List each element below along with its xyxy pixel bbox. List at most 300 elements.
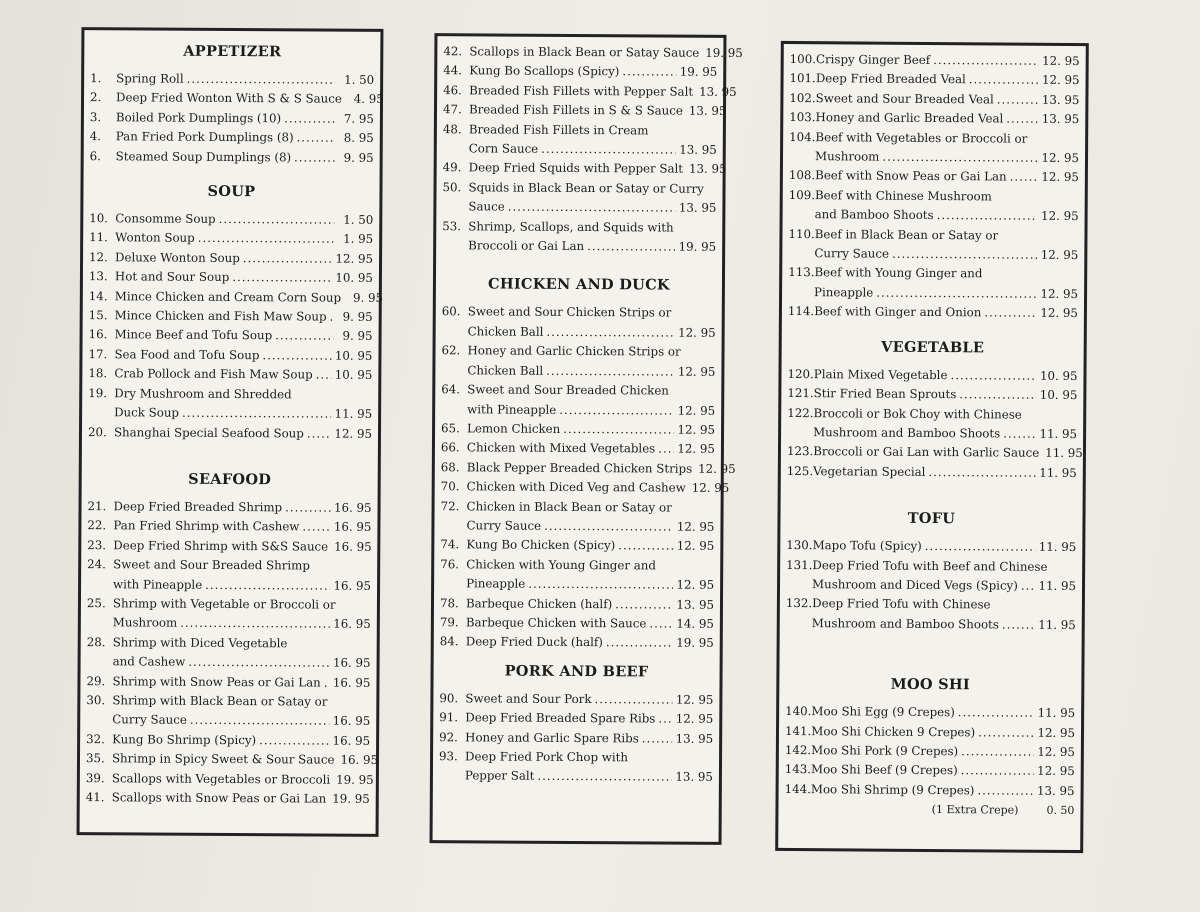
menu-item-line: [440, 477, 730, 498]
item-price: 12. 95: [1041, 150, 1080, 166]
item-name: Breaded Fish Fillets with Pepper Salt: [469, 83, 694, 99]
item-name: Kung Bo Chicken (Spicy): [466, 537, 616, 553]
menu-item-line: [443, 120, 717, 141]
menu-item-line-cont: [789, 205, 1079, 226]
item-name: Shrimp with Diced Vegetable: [112, 635, 288, 651]
item-price: 16. 95: [334, 539, 372, 554]
menu-item: [441, 341, 715, 381]
menu-item-line-cont: [441, 361, 715, 382]
item-number: 76.: [440, 556, 460, 572]
menu-item-line: [440, 458, 736, 479]
item-name: Barbeque Chicken (half): [465, 595, 613, 611]
item-name: Shrimp, Scallops, and Squids with: [468, 218, 674, 235]
item-price: 12. 95: [1041, 209, 1079, 224]
item-name: Honey and Garlic Breaded Veal: [815, 110, 1004, 126]
item-price: 12. 95: [675, 711, 714, 727]
item-number: 78.: [439, 595, 459, 610]
menu-item-line: [442, 178, 716, 199]
item-name: Sweet and Sour Pork: [465, 691, 592, 706]
item-price: 9. 95: [353, 290, 384, 305]
dot-leader: [587, 237, 676, 257]
item-number: 114.: [787, 304, 815, 319]
item-number: 39.: [85, 770, 105, 785]
menu-item-line: [787, 462, 1077, 483]
menu-item-line: [786, 442, 1083, 463]
menu-item: [442, 303, 716, 343]
menu-item: [786, 556, 1076, 597]
item-number: 130.: [786, 538, 813, 553]
item-number: 102.: [789, 90, 816, 105]
item-price: 12. 95: [698, 461, 736, 476]
item-number: 92.: [439, 729, 458, 744]
dot-leader: [302, 518, 331, 538]
dot-leader: [984, 304, 1037, 324]
dot-leader: [925, 537, 1036, 557]
item-name: Stir Fried Bean Sprouts: [813, 386, 957, 402]
item-price: 10. 95: [1039, 387, 1078, 403]
item-price: 12. 95: [1037, 725, 1076, 740]
item-name: Shrimp in Spicy Sweet & Sour Sauce: [111, 751, 335, 767]
item-name: Kung Bo Scallops (Spicy): [469, 63, 620, 79]
menu-item-line: [90, 147, 374, 168]
item-name: Beef with Young Ginger and: [814, 265, 983, 281]
item-name: Curry Sauce: [814, 246, 890, 261]
item-name: Deep Fried Tofu with Chinese: [812, 596, 991, 612]
item-number: 53.: [442, 218, 462, 233]
item-name: Deep Fried Breaded Veal: [815, 71, 966, 87]
dot-leader: [876, 283, 1037, 304]
menu-item-line-cont: [439, 767, 713, 788]
menu-item: [86, 691, 370, 732]
item-price: 10. 95: [334, 367, 373, 383]
item-number: 70.: [440, 479, 460, 494]
item-number: 110.: [788, 226, 815, 241]
menu-item: [787, 462, 1077, 483]
dot-leader: [594, 690, 672, 710]
dot-leader: [541, 140, 676, 160]
item-number: 122.: [787, 405, 814, 420]
item-name: Chicken with Diced Veg and Cashew: [466, 479, 686, 495]
item-price: 19. 95: [678, 239, 717, 254]
item-price: 12. 95: [1037, 744, 1075, 759]
menu-item: [790, 50, 1080, 71]
menu-item: [87, 516, 371, 537]
section-spacer: [788, 322, 1078, 334]
item-price: 19. 95: [336, 772, 374, 787]
item-price: 4. 95: [353, 92, 384, 107]
item-price: 10. 95: [334, 348, 373, 363]
menu-column-1: [77, 27, 384, 837]
menu-item-line-cont: [87, 652, 371, 673]
item-name: Sweet and Sour Breaded Chicken: [467, 382, 669, 398]
item-name: Chicken Ball: [467, 363, 544, 378]
item-name: Deep Fried Squids with Pepper Salt: [468, 160, 684, 177]
menu-item-line: [88, 287, 384, 308]
item-name: Shrimp with Snow Peas or Gai Lan: [112, 673, 321, 690]
item-number: 125.: [786, 463, 814, 478]
item-price: 11. 95: [1039, 426, 1078, 441]
menu-item: [442, 217, 716, 257]
item-number: 103.: [789, 110, 816, 125]
item-number: 50.: [442, 180, 462, 195]
item-name: Squids in Black Bean or Satay or Curry: [468, 180, 704, 196]
menu-item: [788, 225, 1078, 266]
item-number: 18.: [88, 366, 108, 381]
section-spacer: [442, 256, 716, 272]
item-price: 1. 95: [343, 232, 374, 247]
menu-item: [443, 81, 737, 102]
menu-item-line: [441, 497, 715, 518]
menu-item: [87, 555, 371, 596]
menu-item-line: [442, 159, 727, 180]
dot-leader: [259, 731, 330, 751]
dot-leader: [1003, 424, 1036, 444]
menu-item: [789, 89, 1079, 110]
item-name: Beef with Snow Peas or Gai Lan: [815, 168, 1007, 184]
item-name: Spring Roll: [116, 71, 184, 86]
menu-item-line: [89, 209, 373, 230]
item-name: Deep Fried Breaded Shrimp: [113, 499, 283, 515]
item-number: 142.: [784, 742, 812, 758]
item-name: Mapo Tofu (Spicy): [812, 538, 922, 554]
item-number: 90.: [439, 690, 459, 706]
menu-item-line: [789, 166, 1079, 187]
item-price: 16. 95: [333, 500, 372, 515]
item-name: Lemon Chicken: [467, 421, 561, 436]
item-number: 30.: [86, 693, 106, 708]
menu-item-line: [89, 306, 373, 327]
dot-leader: [182, 404, 332, 424]
item-name: Deep Fried Breaded Spare Ribs: [465, 710, 656, 726]
menu-item-line: [85, 749, 379, 770]
menu-item: [442, 100, 727, 121]
dot-leader: [933, 51, 1039, 71]
item-name: Honey and Garlic Chicken Strips or: [467, 343, 681, 359]
item-number: 41.: [85, 790, 105, 805]
section-heading: APPETIZER: [183, 42, 282, 61]
dot-leader: [528, 575, 673, 595]
item-number: 62.: [441, 343, 461, 358]
item-number: 13.: [88, 269, 108, 284]
item-number: 131.: [786, 557, 813, 572]
menu-item-line: [87, 555, 371, 576]
section-heading: SOUP: [207, 182, 256, 201]
item-name: Chicken in Black Bean or Satay or: [466, 498, 672, 515]
menu-item-line-cont: [789, 147, 1079, 168]
item-name: Steamed Soup Dumplings (8): [115, 148, 292, 164]
item-price: 9. 95: [343, 150, 374, 165]
dot-leader: [1021, 577, 1036, 597]
item-price: 12. 95: [691, 480, 730, 496]
dot-leader: [961, 762, 1035, 782]
menu-item-line: [787, 403, 1077, 424]
dot-leader: [618, 537, 674, 557]
item-price: 9. 95: [342, 309, 373, 324]
item-price: 19. 95: [676, 635, 714, 651]
menu-item-line: [440, 613, 714, 634]
dot-leader: [187, 70, 336, 90]
menu-item-line: [786, 594, 1076, 615]
dot-leader: [297, 129, 335, 149]
item-price: 13. 95: [1041, 92, 1080, 107]
item-number: 132.: [785, 596, 813, 611]
item-price: 12. 95: [678, 325, 716, 340]
menu-item: [87, 633, 371, 674]
section-spacer: [90, 166, 374, 178]
menu-item: [443, 62, 717, 83]
item-name: Pepper Salt: [464, 768, 535, 784]
dot-leader: [559, 400, 674, 420]
menu-item-line: [89, 89, 384, 110]
item-price: 12. 95: [677, 403, 716, 418]
dot-leader: [1010, 168, 1039, 188]
item-name: Sweet and Sour Chicken Strips or: [467, 304, 672, 321]
item-name: Mushroom: [112, 615, 178, 631]
menu-item: [90, 147, 374, 168]
dot-leader: [649, 614, 673, 634]
menu-item: [439, 708, 713, 729]
item-price: 13. 95: [676, 597, 715, 612]
dot-leader: [243, 249, 333, 269]
item-number: 49.: [442, 160, 462, 175]
dot-leader: [294, 148, 335, 168]
menu-item: [90, 69, 374, 90]
menu-item-line: [87, 633, 371, 654]
dot-leader: [622, 63, 676, 83]
menu-item-line: [787, 384, 1077, 405]
dot-leader: [997, 90, 1039, 110]
item-number: 84.: [439, 634, 459, 649]
dot-leader: [658, 440, 674, 460]
dot-leader: [307, 424, 332, 444]
item-price: 16. 95: [332, 714, 371, 729]
item-name: Deep Fried Shrimp with S&S Sauce: [113, 538, 329, 554]
item-price: 13. 95: [699, 84, 737, 99]
menu-item: [786, 442, 1083, 463]
item-name: Barbeque Chicken with Sauce: [465, 615, 647, 631]
item-name: Sweet and Sour Breaded Veal: [815, 90, 994, 107]
item-name: Crispy Ginger Beef: [815, 52, 931, 67]
item-price: 13. 95: [675, 770, 713, 785]
dot-leader: [958, 703, 1035, 723]
item-name: Vegetarian Special: [813, 463, 926, 479]
section-heading: PORK AND BEEF: [504, 662, 649, 681]
dot-leader: [977, 781, 1034, 801]
item-number: 6.: [89, 148, 101, 163]
item-number: 144.: [784, 781, 811, 796]
item-number: 28.: [86, 634, 106, 649]
item-number: 47.: [442, 102, 462, 117]
section-heading: MOO SHI: [890, 675, 971, 694]
menu-item: [439, 689, 713, 710]
item-number: 20.: [87, 424, 107, 439]
dot-leader: [198, 229, 335, 249]
item-price: 12. 95: [1037, 764, 1075, 779]
menu-item-line: [441, 419, 715, 440]
item-price: 10. 95: [335, 270, 373, 286]
menu-item-line: [789, 69, 1079, 90]
item-name: Mushroom and Bamboo Shoots: [813, 425, 1001, 441]
menu-item-line: [89, 326, 373, 347]
dot-leader: [642, 729, 673, 749]
menu-item: [89, 229, 373, 250]
item-name: Dry Mushroom and Shredded: [114, 385, 292, 402]
menu-item: [440, 497, 714, 537]
menu-item-line: [786, 556, 1076, 577]
item-name: Mushroom: [814, 149, 880, 164]
dot-leader: [606, 634, 673, 654]
menu-item-line: [788, 302, 1078, 323]
menu-item-line: [90, 108, 374, 129]
dot-leader: [284, 109, 335, 129]
menu-item-line: [439, 747, 713, 768]
item-number: 16.: [88, 327, 108, 342]
item-name: Mushroom and Bamboo Shoots: [811, 615, 999, 632]
dot-leader: [316, 366, 332, 386]
section-spacer: [785, 633, 1075, 671]
item-name: Pan Fried Pork Dumplings (8): [115, 129, 294, 145]
item-name: Chicken Ball: [467, 324, 544, 339]
menu-item-line: [87, 594, 371, 615]
item-name: Broccoli or Gai Lan with Garlic Sauce: [813, 444, 1040, 461]
item-price: 12. 95: [1042, 53, 1080, 69]
item-number: 120.: [787, 366, 814, 381]
menu-item-line-cont: [88, 403, 372, 424]
dot-leader: [324, 673, 330, 692]
item-number: 24.: [87, 557, 106, 572]
item-name: Beef with Chinese Mushroom: [814, 188, 992, 204]
dot-leader: [275, 327, 334, 347]
item-name: Beef with Ginger and Onion: [814, 304, 982, 320]
extra-note-text: (1 Extra Crepe): [931, 803, 1019, 817]
item-name: Crab Pollock and Fish Maw Soup: [114, 366, 313, 382]
item-name: Sea Food and Tofu Soup: [114, 347, 260, 363]
menu-item-line: [785, 780, 1075, 801]
menu-item-line-cont: [442, 197, 716, 218]
item-price: 12. 95: [676, 577, 715, 592]
item-name: Moo Shi Egg (9 Crepes): [811, 704, 955, 720]
item-price: 9. 95: [342, 329, 373, 344]
item-name: Moo Shi Beef (9 Crepes): [810, 762, 958, 778]
item-name: Pineapple: [814, 285, 874, 300]
item-number: 101.: [789, 71, 816, 86]
menu-item: [789, 128, 1079, 169]
item-price: 11. 95: [1038, 578, 1077, 593]
menu-item: [785, 722, 1075, 743]
menu-item-line-cont: [786, 614, 1076, 635]
item-number: 35.: [85, 751, 105, 766]
menu-item: [785, 741, 1075, 762]
item-number: 17.: [88, 347, 108, 362]
item-name: Shrimp with Vegetable or Broccoli or: [112, 596, 336, 612]
item-number: 79.: [439, 615, 459, 630]
item-name: Deep Fried Pork Chop with: [465, 749, 629, 765]
dot-leader: [563, 420, 674, 440]
item-name: Scallops with Snow Peas or Gai Lan: [111, 790, 327, 806]
section-heading: CHICKEN AND DUCK: [487, 275, 670, 295]
menu-column-2: [430, 33, 743, 845]
menu-item: [440, 594, 714, 615]
extra-note: [784, 801, 1074, 819]
item-name: Curry Sauce: [112, 712, 187, 728]
item-number: 23.: [87, 537, 107, 552]
item-name: Beef in Black Bean or Satay or: [814, 226, 999, 243]
menu-item: [87, 594, 371, 635]
item-number: 21.: [87, 499, 107, 514]
item-number: 121.: [787, 386, 814, 401]
item-name: Sweet and Sour Breaded Shrimp: [113, 557, 310, 573]
item-number: 3.: [89, 109, 102, 125]
item-name: and Bamboo Shoots: [814, 207, 934, 223]
item-price: 12. 95: [676, 538, 715, 554]
item-number: 143.: [784, 762, 812, 777]
item-number: 60.: [441, 304, 461, 319]
menu-item-line: [441, 438, 715, 459]
menu-item: [785, 760, 1075, 781]
item-number: 12.: [89, 249, 108, 265]
dot-leader: [546, 361, 675, 381]
item-price: 19. 95: [679, 65, 718, 80]
item-number: 68.: [440, 459, 460, 474]
dot-leader: [330, 308, 334, 327]
menu-item: [785, 780, 1075, 801]
item-price: 16. 95: [333, 519, 372, 535]
menu-item: [788, 263, 1078, 304]
menu-item-line: [789, 186, 1079, 207]
item-name: Consomme Soup: [115, 211, 216, 226]
menu-item-line: [785, 722, 1075, 743]
item-price: 14. 95: [676, 616, 714, 631]
item-price: 12. 95: [677, 422, 716, 437]
menu-item-line-cont: [441, 400, 715, 421]
menu-column-3: [775, 41, 1089, 853]
item-price: 1. 50: [344, 72, 375, 87]
item-price: 16. 95: [333, 578, 372, 593]
item-price: 13. 95: [688, 103, 727, 119]
item-price: 10. 95: [1039, 368, 1078, 383]
item-number: 10.: [89, 211, 109, 226]
item-name: Scallops in Black Bean or Satay Sauce: [469, 44, 700, 60]
menu-item-line: [439, 708, 713, 729]
item-price: 1. 50: [343, 212, 374, 227]
item-name: Curry Sauce: [466, 518, 542, 533]
item-price: 12. 95: [1040, 306, 1078, 321]
dot-leader: [232, 268, 332, 288]
item-name: Mushroom and Diced Vegs (Spicy): [811, 577, 1018, 593]
item-price: 16. 95: [340, 752, 379, 768]
dot-leader: [961, 742, 1034, 762]
menu-item-line: [89, 229, 373, 250]
menu-item: [89, 89, 384, 110]
item-name: Boiled Pork Dumplings (10): [115, 110, 282, 126]
dot-leader: [546, 323, 675, 343]
item-number: 14.: [88, 288, 108, 303]
item-price: 16. 95: [332, 675, 371, 690]
menu-item: [443, 120, 717, 160]
item-number: 48.: [442, 121, 462, 136]
section-heading: VEGETABLE: [881, 338, 985, 357]
dot-leader: [508, 198, 676, 218]
item-name: Honey and Garlic Spare Ribs: [465, 729, 639, 745]
item-price: 16. 95: [333, 616, 371, 632]
menu-item-line: [786, 536, 1076, 557]
section-heading: TOFU: [907, 509, 956, 528]
item-number: 15.: [88, 308, 108, 323]
menu-item: [789, 166, 1079, 187]
menu-item: [88, 423, 372, 444]
menu-item: [441, 380, 715, 420]
item-name: Broccoli or Gai Lan: [468, 238, 585, 254]
